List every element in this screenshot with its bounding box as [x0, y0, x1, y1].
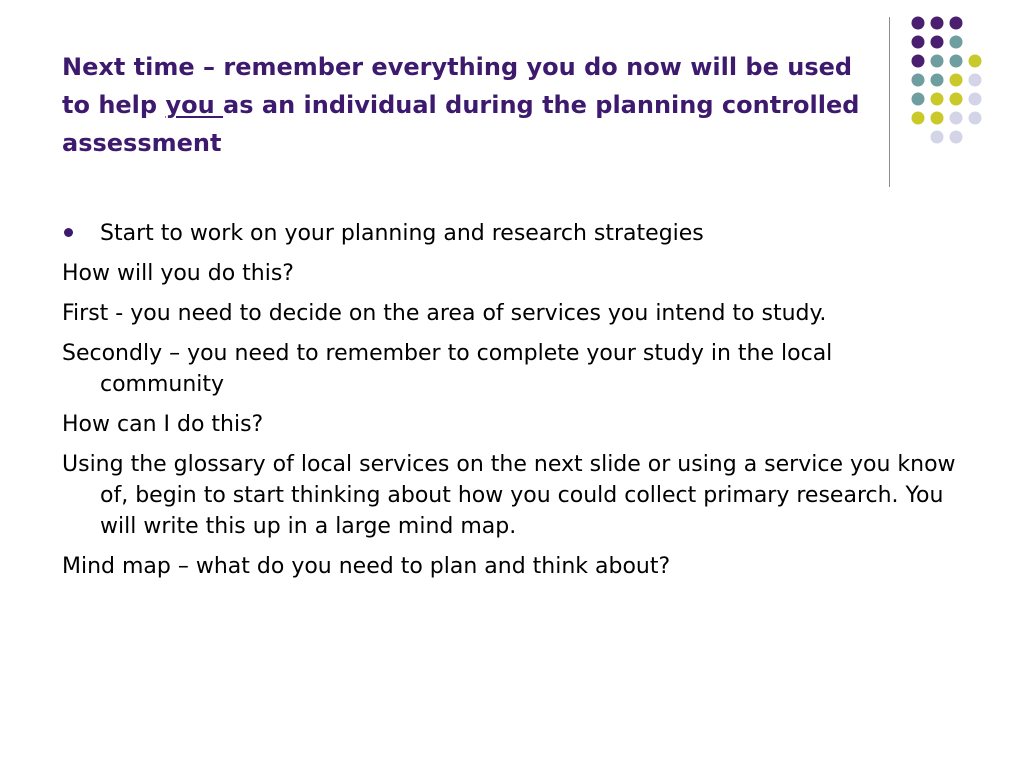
body-line-5: How can I do this?: [62, 412, 264, 437]
decorative-dot-purple: [912, 36, 925, 49]
slide-body: [62, 218, 962, 591]
decorative-dot-yellow: [931, 112, 944, 125]
body-line-7: Mind map – what do you need to plan and think about?: [62, 554, 671, 579]
body-line-4: Secondly – you need to remember to complete your study in the local community: [62, 341, 833, 397]
decorative-dot-yellow: [912, 112, 925, 125]
decorative-dot-purple: [931, 17, 944, 30]
decorative-dot-yellow: [950, 93, 963, 106]
decorative-dot-lavender: [969, 112, 982, 125]
title-underlined-word: you: [165, 91, 224, 119]
decorative-dot-teal: [931, 55, 944, 68]
body-line-3: First - you need to decide on the area of services you intend to study.: [62, 301, 827, 326]
title-text-start: Next time – remember everything you do now will be used to help: [62, 53, 853, 119]
decorative-dot-purple: [912, 17, 925, 30]
decorative-dot-purple: [950, 17, 963, 30]
decorative-dot-lavender: [950, 112, 963, 125]
decorative-dot-lavender: [969, 74, 982, 87]
decorative-dot-purple: [912, 55, 925, 68]
decorative-dot-purple: [931, 36, 944, 49]
body-line-2: How will you do this?: [62, 261, 294, 286]
decorative-dot-yellow: [950, 74, 963, 87]
decorative-dot-teal: [931, 74, 944, 87]
decorative-dot-teal: [912, 74, 925, 87]
decorative-dot-teal: [950, 55, 963, 68]
decorative-dot-yellow: [931, 93, 944, 106]
body-line-6: Using the glossary of local services on the next slide or using a service you know of, begin to start thinking about how you could collect primary research. You will write this up in a large mind map.: [62, 452, 956, 539]
decorative-dot-yellow: [969, 55, 982, 68]
decorative-dot-teal: [950, 36, 963, 49]
title-text-end: as an individual during the planning controlled assessment: [62, 91, 860, 157]
slide-title: [62, 48, 862, 162]
body-line-1: Start to work on your planning and research strategies: [62, 218, 962, 249]
vertical-divider-line: [889, 17, 890, 187]
decorative-dot-teal: [912, 93, 925, 106]
decorative-dot-lavender: [950, 131, 963, 144]
decorative-dot-lavender: [969, 93, 982, 106]
decorative-dot-lavender: [931, 131, 944, 144]
